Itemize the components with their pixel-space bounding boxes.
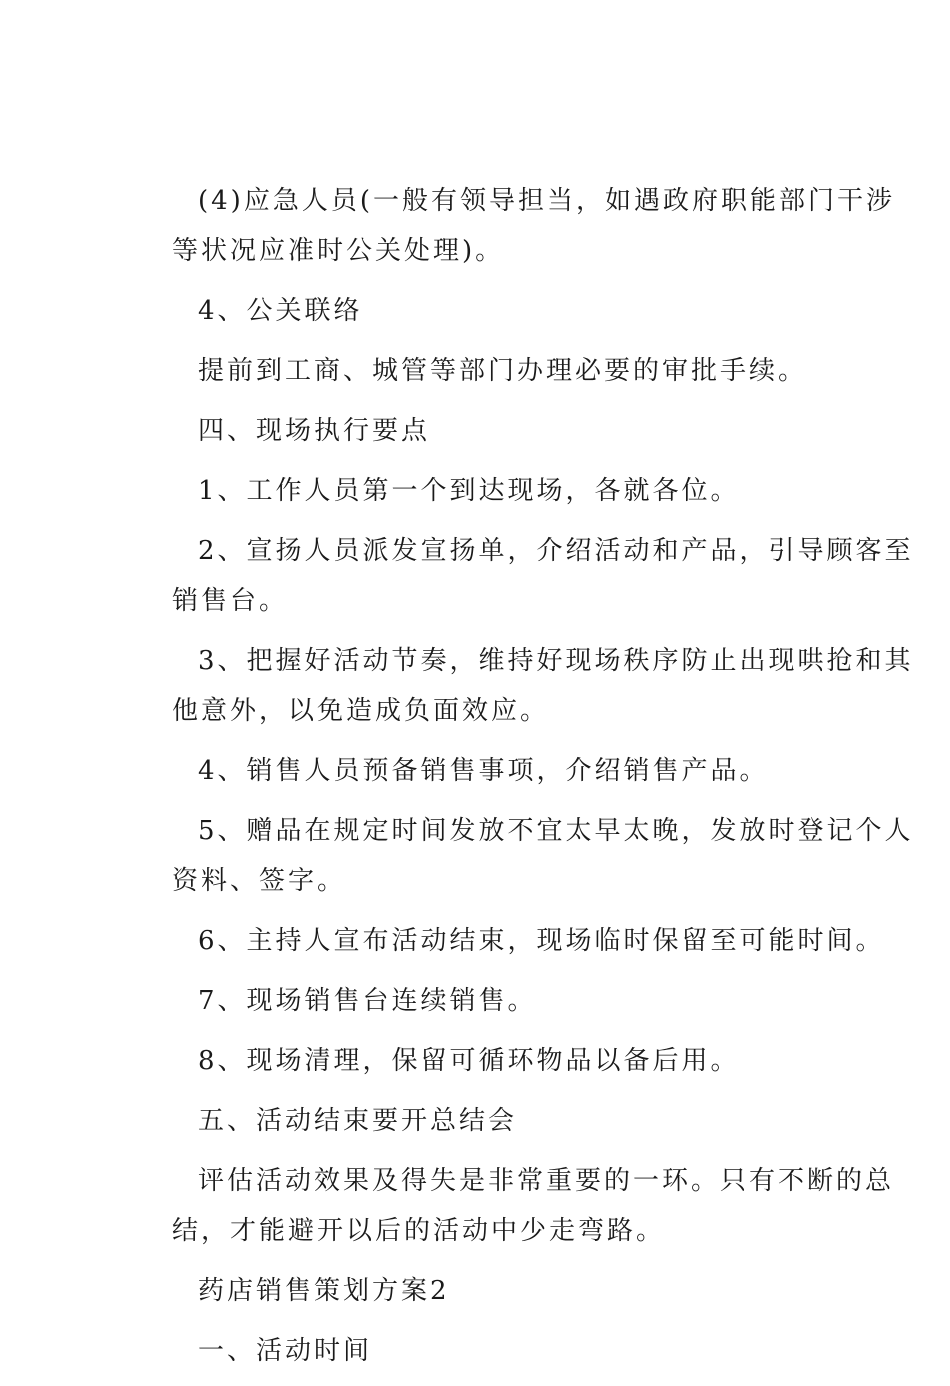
list-item-1 — [146, 466, 806, 516]
paragraph-evaluation — [146, 1156, 895, 1256]
list-item-3 — [146, 636, 914, 736]
text-line: 销售台。 — [172, 586, 289, 616]
text-line: 提前到工商、城管等部门办理必要的审批手续。 — [198, 356, 808, 386]
text-line: 一、活动时间 — [198, 1336, 373, 1366]
text-line: (4)应急人员(一般有领导担当，如遇政府职能部门干涉 — [198, 186, 895, 216]
text-line: 四、现场执行要点 — [198, 416, 431, 446]
heading-public-relations — [146, 286, 806, 336]
list-item-7 — [146, 976, 806, 1026]
text-line: 3、把握好活动节奏，维持好现场秩序防止出现哄抢和其 — [198, 646, 914, 676]
text-line: 7、现场销售台连续销售。 — [198, 986, 537, 1016]
text-line: 2、宣扬人员派发宣扬单，介绍活动和产品，引导顾客至 — [198, 536, 914, 566]
list-item-4 — [146, 746, 806, 796]
text-line: 4、销售人员预备销售事项，介绍销售产品。 — [198, 756, 769, 786]
text-line: 1、工作人员第一个到达现场，各就各位。 — [198, 476, 740, 506]
text-line: 6、主持人宣布活动结束，现场临时保留至可能时间。 — [198, 926, 885, 956]
paragraph-approval — [146, 346, 806, 396]
text-line: 5、赠品在规定时间发放不宜太早太晚，发放时登记个人 — [198, 816, 914, 846]
heading-section-four — [146, 406, 806, 456]
text-line: 五、活动结束要开总结会 — [198, 1106, 518, 1136]
text-line: 资料、签字。 — [172, 866, 347, 896]
text-line: 4、公关联络 — [198, 296, 363, 326]
list-item-2 — [146, 526, 914, 626]
list-item-8 — [146, 1036, 806, 1086]
document-body — [146, 176, 914, 1386]
text-line: 8、现场清理，保留可循环物品以备后用。 — [198, 1046, 740, 1076]
text-line: 药店销售策划方案2 — [198, 1276, 450, 1306]
heading-plan-2 — [146, 1266, 806, 1316]
list-item-5 — [146, 806, 914, 906]
heading-activity-time — [146, 1326, 806, 1376]
text-line: 评估活动效果及得失是非常重要的一环。只有不断的总 — [198, 1166, 895, 1196]
heading-section-five — [146, 1096, 806, 1146]
text-line: 结，才能避开以后的活动中少走弯路。 — [172, 1216, 666, 1246]
text-line: 等状况应准时公关处理)。 — [172, 236, 505, 266]
paragraph-emergency-staff — [146, 176, 895, 276]
text-line: 他意外，以免造成负面效应。 — [172, 696, 550, 726]
list-item-6 — [146, 916, 885, 966]
